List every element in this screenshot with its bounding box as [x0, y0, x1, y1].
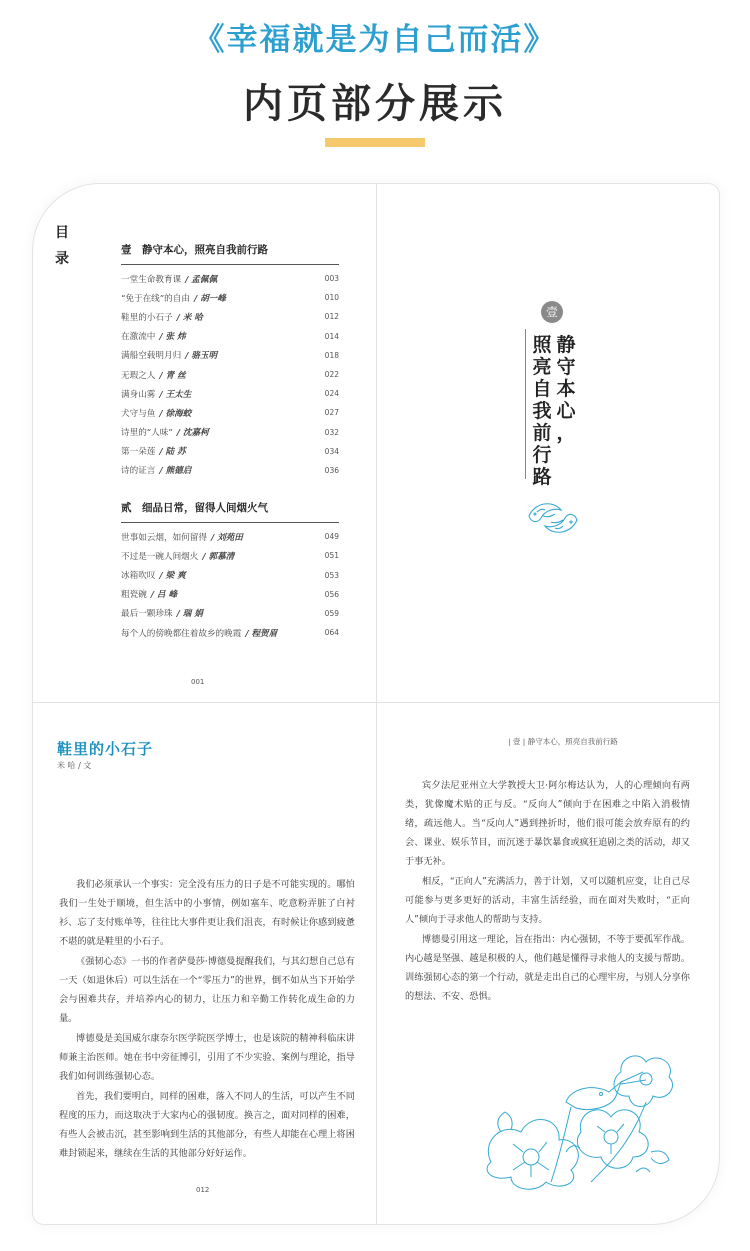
- toc-entry-page: 003: [324, 274, 339, 284]
- toc-entry[interactable]: [121, 365, 339, 384]
- toc-entry[interactable]: [121, 403, 339, 422]
- running-head: | 壹 | 静守本心，照亮自我前行路: [508, 737, 618, 746]
- toc-label-char: 录: [55, 251, 69, 267]
- toc-entry-title: 最后一颗珍珠: [121, 609, 173, 620]
- toc-entry-title: 一堂生命教育课: [121, 274, 182, 285]
- toc-section2-list: [121, 527, 339, 642]
- article-paragraph: 博德曼是美国威尔康奈尔医学院医学博士，也是该院的精神科临床讲师兼主治医师。她在书中旁征博引，引用了不少实验、案例与理论，指导我们如何训练强韧心态。: [59, 1033, 355, 1082]
- toc-entry-title: 粗瓷碗: [121, 590, 147, 601]
- article-paragraph: 宾夕法尼亚州立大学教授大卫·阿尔梅达认为，人的心理倾向有两类，犹像魔术贴的正与反。“反向人”倾向于在困难之中陷入消极情绪，疏远他人。当“反向人”遇到挫折时，他们很可能会放弃原有的约会、课业、娱乐节目，而沉迷于暴饮暴食或疯狂追剧之类的活动，却又于事无补。: [405, 780, 690, 867]
- toc-entry-title-group: [121, 464, 191, 476]
- toc-entry-author: / 梁 爽: [159, 571, 186, 582]
- chapter-title-char: 亮: [532, 356, 552, 378]
- toc-entry-title-group: [121, 569, 186, 581]
- chapter-title-char: 守: [556, 356, 576, 378]
- toc-entry[interactable]: [121, 423, 339, 442]
- toc-entry-author: / 刘苑田: [210, 532, 243, 543]
- toc-entry-page: 012: [324, 312, 339, 322]
- toc-entry[interactable]: [121, 384, 339, 403]
- toc-entry-author: / 熊德启: [159, 466, 192, 477]
- toc-entry-title: 无瑕之人: [121, 370, 156, 381]
- article-body-left: [59, 875, 355, 1164]
- toc-entry-title: 犬守与鱼: [121, 408, 156, 419]
- toc-entry-title-group: [121, 349, 217, 361]
- toc-entry-title: 第一朵莲: [121, 447, 156, 458]
- chapter-title-char: 静: [556, 334, 576, 356]
- chapter-title-char: 自: [532, 378, 552, 400]
- chapter-title-char: 我: [532, 400, 552, 422]
- toc-label-char: 目: [55, 225, 69, 241]
- toc-entry-page: 034: [324, 446, 339, 456]
- toc-label: [55, 220, 73, 272]
- toc-entry-title: 满身山雾: [121, 389, 156, 400]
- toc-entry-author: / 沈嘉柯: [176, 428, 209, 439]
- toc-entry-author: / 程贺眉: [245, 628, 278, 639]
- toc-entry[interactable]: [121, 288, 339, 307]
- toc-entry-page: 059: [324, 608, 339, 618]
- article-paragraph: 首先，我们要明白，同样的困难，落入不同人的生活，可以产生不同程度的压力，而这取决于大家内心的强韧度。换言之，面对同样的困难，有些人会被击沉，甚至影响到生活的其他部分，有些人却能在心理上将困难封锁起来，继续在生活的其他部分好好运作。: [59, 1091, 355, 1159]
- article-paragraph: 《强韧心态》一书的作者萨曼莎·博德曼提醒我们，与其幻想自己总有一天（如退休后）可以生活在一个“零压力”的世界，倒不如从当下开始学会与困难共存，并培养内心的韧力，让压力和辛勤工作转化成生命的力量。: [59, 956, 355, 1024]
- toc-entry[interactable]: [121, 527, 339, 546]
- chapter-badge: 壹: [541, 301, 563, 323]
- toc-entry-page: 024: [324, 389, 339, 399]
- toc-entry-author: / 郭慕清: [202, 551, 235, 562]
- toc-entry[interactable]: [121, 327, 339, 346]
- toc-entry-title-group: [121, 550, 234, 562]
- chapter-title-char: 本: [556, 378, 576, 400]
- toc-entry-title: “免于在线”的自由: [121, 293, 190, 304]
- toc-entry-title: 不过是一碗人间烟火: [121, 551, 199, 562]
- article-author: 米 哈 / 文: [57, 761, 92, 770]
- page-divider-horizontal: [33, 702, 719, 703]
- fish-ornament-icon: [523, 494, 583, 544]
- toc-entry-title-group: [121, 330, 186, 342]
- toc-entry-author: / 孟佩佩: [185, 274, 218, 285]
- toc-entry-author: / 王太生: [159, 389, 192, 400]
- toc-entry-author: / 吕 峰: [150, 590, 178, 601]
- toc-entry-page: 018: [324, 350, 339, 360]
- chapter-title-char: ，: [556, 422, 576, 444]
- toc-entry[interactable]: [121, 346, 339, 365]
- toc-entry-title-group: [121, 292, 226, 304]
- toc-entry-title-group: [121, 388, 191, 400]
- toc-entry-title: 每个人的傍晚都住着故乡的晚霞: [121, 628, 242, 639]
- toc-entry-title: 世事如云烟，如何留得: [121, 532, 207, 543]
- toc-section1-list: [121, 269, 339, 480]
- section-subtitle: 内页部分展示: [243, 81, 507, 127]
- toc-entry-title: 满船空载明月归: [121, 351, 182, 362]
- toc-entry-title: 诗里的“人味”: [121, 428, 173, 439]
- toc-entry-title: 冰箱吹叹: [121, 571, 156, 582]
- toc-entry-title: 鞋里的小石子: [121, 312, 173, 323]
- toc-entry[interactable]: [121, 604, 339, 623]
- toc-entry[interactable]: [121, 307, 339, 326]
- chapter-title-char: 心: [556, 400, 576, 422]
- chapter-title-col1: [555, 334, 577, 444]
- toc-entry-author: / 米 哈: [176, 312, 203, 323]
- toc-entry[interactable]: [121, 565, 339, 584]
- toc-entry-page: 027: [324, 408, 339, 418]
- book-spread: [32, 183, 720, 1225]
- toc-entry-page: 049: [324, 532, 339, 542]
- toc-entry-page: 064: [324, 628, 339, 638]
- article-paragraph: 相反，“正向人”充满活力，善于计划，又可以随机应变，让自己尽可能参与更多更好的活动，丰富生活经验，而在面对失败时，“正向人”倾向于寻求他人的帮助与支持。: [405, 876, 690, 925]
- chapter-title-char: 路: [532, 466, 552, 488]
- chapter-title-char: 照: [532, 334, 552, 356]
- toc-entry-page: 051: [324, 551, 339, 561]
- toc-entry-title-group: [121, 588, 177, 600]
- toc-entry-page: 036: [324, 465, 339, 475]
- toc-entry-title: 诗的证言: [121, 466, 156, 477]
- toc-entry-title-group: [121, 369, 186, 381]
- toc-entry-author: / 瑞 娟: [176, 609, 203, 620]
- toc-entry-author: / 青 丝: [159, 370, 186, 381]
- toc-entry-title-group: [121, 426, 209, 438]
- article-body-right: [405, 776, 690, 1007]
- toc-section-heading: 贰 细品日常，留得人间烟火气: [121, 500, 339, 523]
- toc-entry-page: 022: [324, 370, 339, 380]
- toc-entry-title-group: [121, 607, 203, 619]
- toc-entry-page: 056: [324, 589, 339, 599]
- toc-entry-title: 在激流中: [121, 332, 156, 343]
- chapter-rule: [525, 329, 526, 479]
- toc-entry-title-group: [121, 445, 186, 457]
- chapter-title-char: 前: [532, 422, 552, 444]
- toc-entry[interactable]: [121, 623, 339, 642]
- toc-entry-title-group: [121, 407, 191, 419]
- article-paragraph: 博德曼引用这一理论，旨在指出：内心强韧，不等于要孤军作战。内心越是坚强、越是积极的人，他们越是懂得寻求他人的支援与帮助。训练强韧心态的第一个行动，就是走出自己的心理牢房，与别人分享你的想法、不安、恐惧。: [405, 934, 690, 1002]
- toc-entry-page: 010: [324, 293, 339, 303]
- toc-entry-author: / 骆玉明: [185, 351, 218, 362]
- toc-entry-page: 053: [324, 570, 339, 580]
- toc-entry-title-group: [121, 531, 243, 543]
- toc-entry-title-group: [121, 627, 277, 639]
- toc-entry-title-group: [121, 273, 217, 285]
- table-of-contents: [121, 242, 339, 642]
- toc-entry[interactable]: [121, 461, 339, 480]
- toc-entry-page: 032: [324, 427, 339, 437]
- article-paragraph: 我们必须承认一个事实：完全没有压力的日子是不可能实现的。哪怕我们一生处于顺境，但生活中的小事情，例如塞车、吃意粉弄脏了白衬衫、忘了支付账单等，往往比大事件更让我们沮丧，有时候让你感到疲惫不堪的就是鞋里的小石子。: [59, 879, 355, 947]
- toc-entry-author: / 张 炜: [159, 332, 186, 343]
- page-number: 012: [196, 1186, 210, 1194]
- toc-entry-page: 014: [324, 331, 339, 341]
- title-underline-bar: [325, 138, 425, 147]
- toc-entry[interactable]: [121, 442, 339, 461]
- toc-section-heading: 壹 静守本心，照亮自我前行路: [121, 242, 339, 265]
- chapter-title-char: 行: [532, 444, 552, 466]
- chapter-title-col2: [531, 334, 553, 488]
- toc-entry-author: / 陆 苏: [159, 447, 186, 458]
- toc-entry-author: / 胡一峰: [193, 293, 226, 304]
- page-divider-vertical: [376, 184, 377, 1224]
- book-title: 《幸福就是为自己而活》: [193, 22, 557, 58]
- page-number: 001: [191, 678, 205, 686]
- bird-flower-illustration-icon: [471, 1032, 681, 1192]
- article-title: 鞋里的小石子: [57, 740, 154, 758]
- toc-entry-author: / 徐海蛟: [159, 408, 192, 419]
- toc-entry[interactable]: [121, 585, 339, 604]
- toc-entry[interactable]: [121, 546, 339, 565]
- toc-entry[interactable]: [121, 269, 339, 288]
- toc-entry-title-group: [121, 311, 203, 323]
